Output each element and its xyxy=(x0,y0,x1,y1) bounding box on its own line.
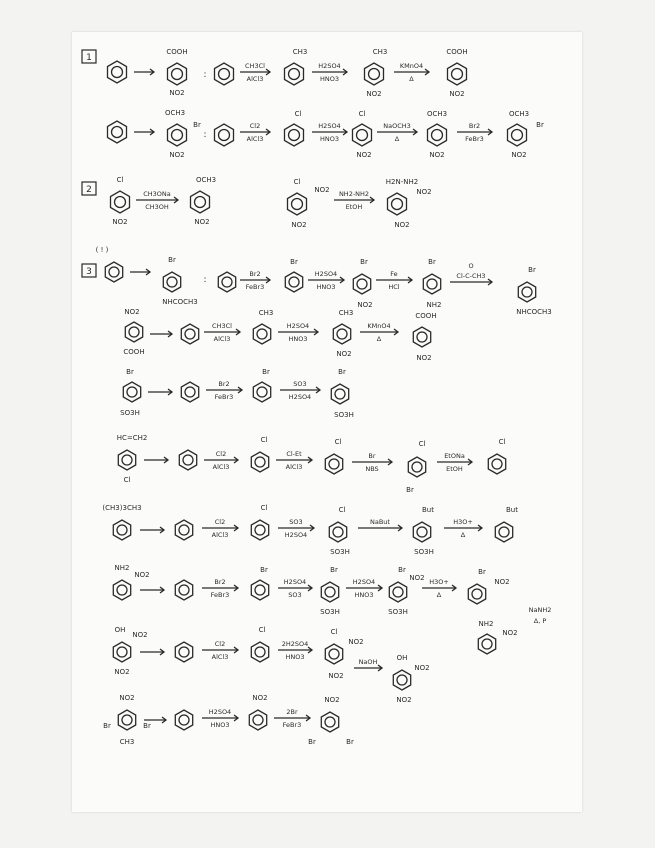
benzene-ring xyxy=(353,274,370,294)
label: Cl xyxy=(498,438,506,446)
label: CH3 xyxy=(258,309,274,317)
benzene-ring xyxy=(215,63,234,85)
benzene-ring xyxy=(113,520,130,540)
condition-label: AlCl3 xyxy=(212,463,230,471)
section-2-box-text: 2 xyxy=(86,185,92,195)
condition-label: Δ xyxy=(409,75,414,83)
reagent-label: CH3Cl xyxy=(212,322,232,330)
label: Br xyxy=(428,258,436,266)
benzene-ring xyxy=(329,522,346,542)
reagent-label: Br2 xyxy=(468,122,481,130)
reaction-drawing xyxy=(72,32,582,812)
notebook-page xyxy=(72,32,582,812)
benzene-ring xyxy=(333,324,350,344)
label: COOH xyxy=(166,48,188,56)
benzene-ring xyxy=(413,327,430,347)
benzene-ring xyxy=(108,121,127,143)
aromatic-circle xyxy=(219,69,230,80)
label: HC=CH2 xyxy=(116,434,148,442)
label: NH2 xyxy=(478,620,494,628)
label: Br xyxy=(536,121,544,129)
benzene-ring xyxy=(365,63,384,85)
aromatic-circle xyxy=(117,585,127,595)
label: Cl xyxy=(334,438,342,446)
label: OCH3 xyxy=(426,110,448,118)
reagent-label: Br2 xyxy=(214,578,226,586)
label: Cl xyxy=(294,110,302,118)
label: Cl xyxy=(260,436,268,444)
benzene-ring xyxy=(251,520,268,540)
label: Br xyxy=(103,722,111,730)
label: CH3 xyxy=(119,738,135,746)
condition-label: EtOH xyxy=(345,203,363,211)
label: Br xyxy=(360,258,368,266)
benzene-ring xyxy=(168,63,187,85)
label: Br xyxy=(143,722,151,730)
reagent-label: Cl2 xyxy=(214,518,226,526)
label: SO3H xyxy=(414,548,434,556)
label: : xyxy=(203,130,207,140)
label: Br xyxy=(528,266,536,274)
reagent-label: Cl-C-CH3 xyxy=(456,272,486,280)
label: Cl xyxy=(418,440,426,448)
label: OH xyxy=(396,654,408,662)
aromatic-circle xyxy=(289,277,299,287)
label: NO2 xyxy=(252,694,268,702)
label: NO2 xyxy=(429,151,445,159)
aromatic-circle xyxy=(427,279,437,289)
reagent-label: 2Br xyxy=(286,708,298,716)
benzene-ring xyxy=(118,450,135,470)
benzene-ring xyxy=(175,710,192,730)
condition-label: SO3 xyxy=(288,591,302,599)
benzene-ring xyxy=(393,670,410,690)
aromatic-circle xyxy=(472,589,482,599)
condition-label: HNO3 xyxy=(354,591,374,599)
aromatic-circle xyxy=(337,329,347,339)
label: Br xyxy=(262,368,270,376)
label: OCH3 xyxy=(508,110,530,118)
aromatic-circle xyxy=(179,525,189,535)
reagent-label: H3O+ xyxy=(429,578,449,586)
label: Br xyxy=(346,738,354,746)
aromatic-circle xyxy=(257,329,267,339)
label: SO3H xyxy=(334,411,354,419)
benzene-ring xyxy=(488,454,505,474)
condition-label: FeBr3 xyxy=(282,721,302,729)
label: NO2 xyxy=(511,151,527,159)
reagent-label: KMnO4 xyxy=(367,322,391,330)
aromatic-circle xyxy=(257,387,267,397)
label: SO3H xyxy=(388,608,408,616)
label: COOH xyxy=(415,312,437,320)
benzene-ring xyxy=(478,634,495,654)
benzene-ring xyxy=(285,63,304,85)
label: Cl xyxy=(260,504,268,512)
label: NH2 xyxy=(426,301,442,309)
label: NO2 xyxy=(494,578,510,586)
benzene-ring xyxy=(118,710,135,730)
benzene-ring xyxy=(168,124,187,146)
label: Cl xyxy=(338,506,346,514)
label: OCH3 xyxy=(195,176,217,184)
benzene-ring xyxy=(468,584,485,604)
benzene-ring xyxy=(251,642,268,662)
reagent-label: H2SO4 xyxy=(283,578,307,586)
benzene-ring xyxy=(251,452,268,472)
benzene-ring xyxy=(325,644,342,664)
side-condition: Δ, P xyxy=(533,617,547,625)
label: NO2 xyxy=(112,218,128,226)
reagent-label: NH2-NH2 xyxy=(338,190,370,198)
aromatic-circle xyxy=(335,389,345,399)
label: NO2 xyxy=(134,571,150,579)
condition-label: AlCl3 xyxy=(211,653,229,661)
reagent-label: H2SO4 xyxy=(318,62,341,70)
condition-label: HCl xyxy=(388,283,400,291)
aromatic-circle xyxy=(292,199,303,210)
aromatic-circle xyxy=(183,455,193,465)
aromatic-circle xyxy=(185,387,195,397)
reagent-label: Br2 xyxy=(249,270,261,278)
reagent-label: H2SO4 xyxy=(314,270,338,278)
aromatic-circle xyxy=(492,459,502,469)
label: NO2 xyxy=(396,696,412,704)
aromatic-circle xyxy=(522,287,532,297)
aromatic-circle xyxy=(357,130,368,141)
aromatic-circle xyxy=(112,127,123,138)
benzene-ring xyxy=(218,272,235,292)
aromatic-circle xyxy=(369,69,380,80)
label: Cl xyxy=(330,628,338,636)
benzene-ring xyxy=(448,63,467,85)
aromatic-circle xyxy=(195,197,206,208)
reagent-label: CH3ONa xyxy=(143,190,171,198)
label: NO2 xyxy=(124,308,140,316)
benzene-ring xyxy=(331,384,348,404)
label: Br xyxy=(193,121,201,129)
reagent-label: H3O+ xyxy=(453,518,473,526)
label: NO2 xyxy=(357,301,373,309)
aromatic-circle xyxy=(512,130,523,141)
benzene-ring xyxy=(105,262,122,282)
benzene-ring xyxy=(113,642,130,662)
aromatic-circle xyxy=(329,459,339,469)
aromatic-circle xyxy=(289,69,300,80)
benzene-ring xyxy=(285,124,304,146)
label: NO2 xyxy=(416,354,432,362)
aromatic-circle xyxy=(417,332,427,342)
aromatic-circle xyxy=(255,585,265,595)
benzene-ring xyxy=(288,193,307,215)
aromatic-circle xyxy=(255,525,265,535)
aromatic-circle xyxy=(393,587,403,597)
label: OH xyxy=(114,626,126,634)
condition-label: CH3OH xyxy=(145,203,169,211)
aromatic-circle xyxy=(219,130,230,141)
benzene-ring xyxy=(123,382,140,402)
aromatic-circle xyxy=(325,587,335,597)
benzene-ring xyxy=(325,454,342,474)
benzene-ring xyxy=(181,324,198,344)
condition-label: HNO3 xyxy=(285,653,305,661)
label: NO2 xyxy=(324,696,340,704)
aromatic-circle xyxy=(329,649,339,659)
label: But xyxy=(506,506,518,514)
label: SO3H xyxy=(120,409,140,417)
aromatic-circle xyxy=(392,199,403,210)
label: : xyxy=(203,275,207,285)
label: Br xyxy=(168,256,176,264)
label: Cl xyxy=(358,110,366,118)
label: NO2 xyxy=(416,188,432,196)
label: Br xyxy=(478,568,486,576)
label: NHCOCH3 xyxy=(516,308,552,316)
aromatic-circle xyxy=(357,279,367,289)
benzene-ring xyxy=(249,710,266,730)
label: NO2 xyxy=(114,668,130,676)
condition-label: AlCl3 xyxy=(211,531,229,539)
label: COOH xyxy=(446,48,468,56)
aromatic-circle xyxy=(179,585,189,595)
label: Br xyxy=(406,486,414,494)
condition-label: AlCl3 xyxy=(246,135,264,143)
benzene-ring xyxy=(108,61,127,83)
aromatic-circle xyxy=(172,69,183,80)
label: NH2 xyxy=(114,564,130,572)
benzene-ring xyxy=(389,582,406,602)
label: Br xyxy=(260,566,268,574)
aromatic-circle xyxy=(122,715,132,725)
benzene-ring xyxy=(423,274,440,294)
aromatic-circle xyxy=(452,69,463,80)
aromatic-circle xyxy=(129,327,139,337)
benzene-ring xyxy=(175,580,192,600)
label: Cl xyxy=(293,178,301,186)
condition-label: Δ xyxy=(376,335,382,343)
label: NO2 xyxy=(194,218,210,226)
reagent-label: SO3 xyxy=(293,380,307,388)
reagent-label: H2SO4 xyxy=(208,708,232,716)
benzene-ring xyxy=(321,582,338,602)
benzene-ring xyxy=(518,282,535,302)
benzene-ring xyxy=(111,191,130,213)
benzene-ring xyxy=(508,124,527,146)
aromatic-circle xyxy=(172,130,183,141)
label: NO2 xyxy=(132,631,148,639)
aromatic-circle xyxy=(115,197,126,208)
label: CH3 xyxy=(292,48,308,56)
benzene-ring xyxy=(181,382,198,402)
benzene-ring xyxy=(125,322,142,342)
label: NO2 xyxy=(348,638,364,646)
aromatic-circle xyxy=(122,455,132,465)
reagent-label: Br xyxy=(368,452,376,460)
aromatic-circle xyxy=(117,525,127,535)
label: Cl xyxy=(116,176,124,184)
condition-label: HNO3 xyxy=(288,335,308,343)
condition-label: Δ xyxy=(394,135,400,143)
benzene-ring xyxy=(353,124,372,146)
aromatic-circle xyxy=(185,329,195,339)
label: Br xyxy=(338,368,346,376)
aromatic-circle xyxy=(127,387,137,397)
label: OCH3 xyxy=(164,109,186,117)
benzene-ring xyxy=(428,124,447,146)
aromatic-circle xyxy=(333,527,343,537)
benzene-ring xyxy=(321,712,338,732)
label: NO2 xyxy=(409,574,425,582)
condition-label: AlCl3 xyxy=(213,335,231,343)
label: But xyxy=(422,506,434,514)
benzene-ring xyxy=(163,272,180,292)
benzene-ring xyxy=(191,191,210,213)
reagent-label: NaOCH3 xyxy=(383,122,411,130)
label: NO2 xyxy=(314,186,330,194)
aromatic-circle xyxy=(417,527,427,537)
carbonyl-label: O xyxy=(468,262,474,270)
reagent-label: Br2 xyxy=(218,380,230,388)
benzene-ring xyxy=(413,522,430,542)
reagent-label: H2SO4 xyxy=(352,578,376,586)
benzene-ring xyxy=(175,520,192,540)
reagent-label: NaBut xyxy=(370,518,390,526)
reagent-label: 2H2SO4 xyxy=(281,640,309,648)
aromatic-circle xyxy=(222,277,232,287)
label: NHCOCH3 xyxy=(162,298,198,306)
condition-label: EtOH xyxy=(446,465,463,473)
reagent-label: SO3 xyxy=(289,518,303,526)
label: Br xyxy=(290,258,298,266)
condition-label: Δ xyxy=(436,591,442,599)
condition-label: HNO3 xyxy=(210,721,230,729)
reagent-label: Cl-Et xyxy=(286,450,302,458)
aromatic-circle xyxy=(255,647,265,657)
label: NO2 xyxy=(291,221,307,229)
benzene-ring xyxy=(388,193,407,215)
condition-label: Δ xyxy=(460,531,466,539)
condition-label: FeBr3 xyxy=(465,135,484,143)
section-3-box-text: 3 xyxy=(86,267,92,277)
reagent-label: Fe xyxy=(390,270,398,278)
condition-label: FeBr3 xyxy=(210,591,230,599)
label: NO2 xyxy=(394,221,410,229)
reagent-label: Cl2 xyxy=(215,450,227,458)
label: COOH xyxy=(123,348,145,356)
aside-note: ( ! ) xyxy=(95,246,109,254)
label: NO2 xyxy=(502,629,518,637)
reagent-label: H2SO4 xyxy=(318,122,341,130)
benzene-ring xyxy=(408,457,425,477)
benzene-ring xyxy=(253,382,270,402)
label: Cl xyxy=(123,476,131,484)
condition-label: HNO3 xyxy=(316,283,336,291)
label: Br xyxy=(126,368,134,376)
aromatic-circle xyxy=(412,462,422,472)
aromatic-circle xyxy=(167,277,177,287)
benzene-ring xyxy=(113,580,130,600)
label: NO2 xyxy=(336,350,352,358)
reagent-label: CH3Cl xyxy=(245,62,265,70)
label: NO2 xyxy=(169,89,185,97)
label: Br xyxy=(308,738,316,746)
label: NO2 xyxy=(449,90,465,98)
aromatic-circle xyxy=(482,639,492,649)
label: NO2 xyxy=(414,664,430,672)
benzene-ring xyxy=(285,272,302,292)
aromatic-circle xyxy=(289,130,300,141)
side-reagent: NaNH2 xyxy=(528,606,552,614)
label: : xyxy=(203,70,207,80)
label: Cl xyxy=(258,626,266,634)
benzene-ring xyxy=(179,450,196,470)
aromatic-circle xyxy=(117,647,127,657)
label: CH3 xyxy=(372,48,388,56)
condition-label: HNO3 xyxy=(319,135,340,143)
aromatic-circle xyxy=(253,715,263,725)
reagent-label: EtONa xyxy=(444,452,465,460)
label: Br xyxy=(398,566,406,574)
condition-label: NBS xyxy=(365,465,379,473)
label: SO3H xyxy=(330,548,350,556)
benzene-ring xyxy=(253,324,270,344)
aromatic-circle xyxy=(432,130,443,141)
label: H2N-NH2 xyxy=(385,178,419,186)
condition-label: AlCl3 xyxy=(285,463,303,471)
condition-label: FeBr3 xyxy=(245,283,265,291)
benzene-ring xyxy=(215,124,234,146)
benzene-ring xyxy=(495,522,512,542)
label: NO2 xyxy=(366,90,382,98)
label: NO2 xyxy=(356,151,372,159)
benzene-ring xyxy=(251,580,268,600)
aromatic-circle xyxy=(325,717,335,727)
label: NO2 xyxy=(328,672,344,680)
reagent-label: Cl2 xyxy=(214,640,226,648)
aromatic-circle xyxy=(255,457,265,467)
condition-label: HNO3 xyxy=(319,75,340,83)
aromatic-circle xyxy=(397,675,407,685)
aromatic-circle xyxy=(112,67,123,78)
condition-label: H2SO4 xyxy=(284,531,308,539)
condition-label: AlCl3 xyxy=(246,75,264,83)
aromatic-circle xyxy=(179,715,189,725)
label: (CH3)3CH3 xyxy=(102,504,142,512)
section-1-box-text: 1 xyxy=(86,53,92,63)
reagent-label: NaOH xyxy=(358,658,378,666)
benzene-ring xyxy=(175,642,192,662)
aromatic-circle xyxy=(109,267,119,277)
label: Br xyxy=(330,566,338,574)
label: CH3 xyxy=(338,309,354,317)
reagent-label: H2SO4 xyxy=(286,322,310,330)
aromatic-circle xyxy=(499,527,509,537)
aromatic-circle xyxy=(179,647,189,657)
condition-label: H2SO4 xyxy=(288,393,312,401)
reagent-label: Cl2 xyxy=(249,122,261,130)
label: SO3H xyxy=(320,608,340,616)
label: NO2 xyxy=(169,151,185,159)
reagent-label: KMnO4 xyxy=(399,62,424,70)
condition-label: FeBr3 xyxy=(214,393,234,401)
label: NO2 xyxy=(119,694,135,702)
